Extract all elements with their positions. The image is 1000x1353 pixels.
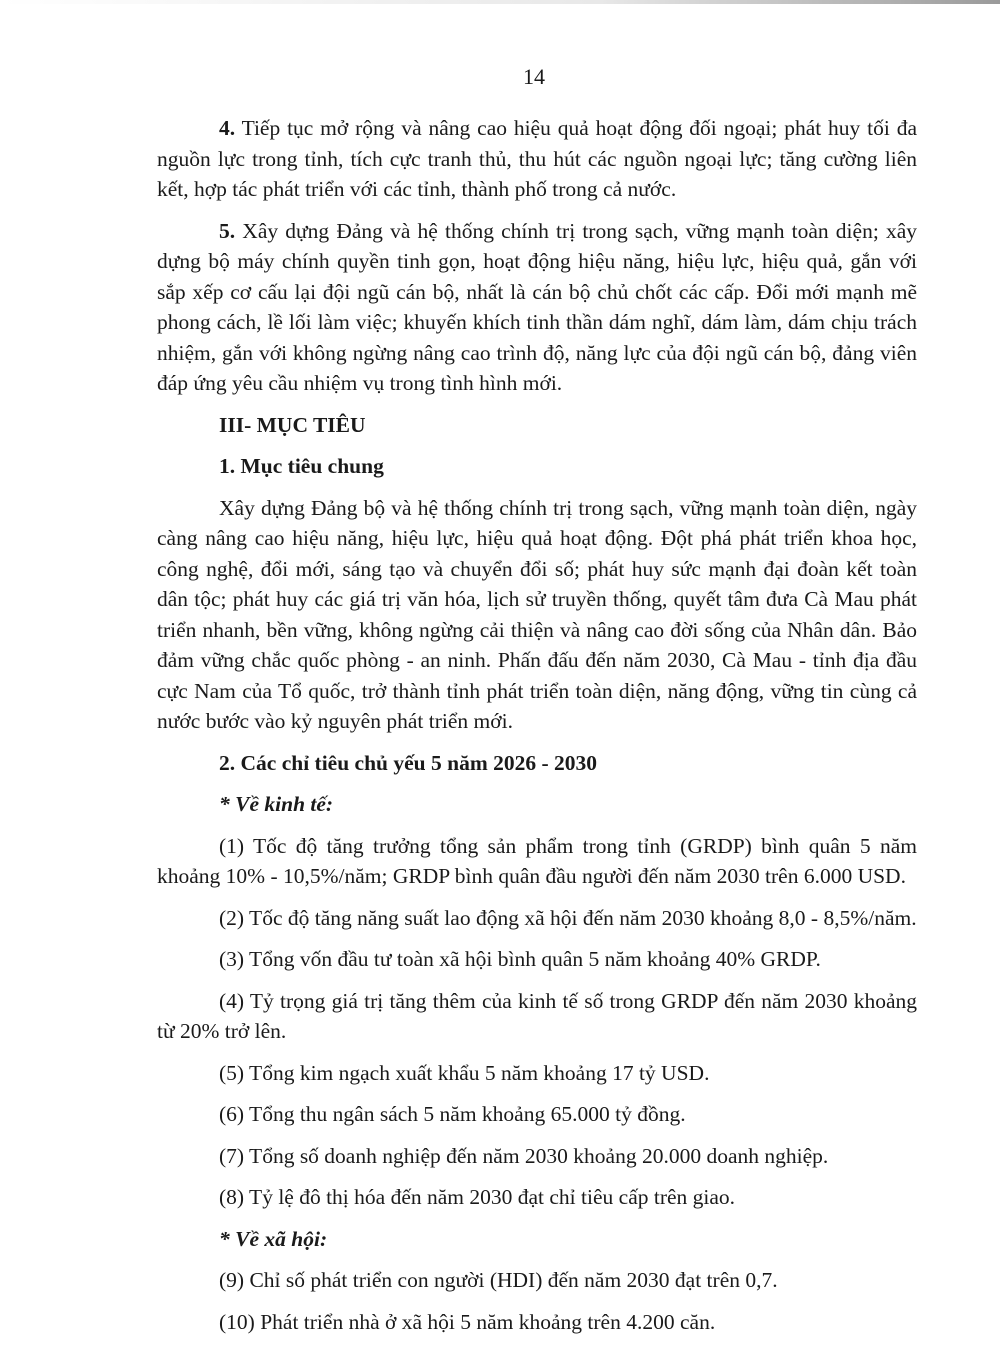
- document-body: [157, 113, 917, 1348]
- economy-target-5: (5) Tổng kim ngạch xuất khẩu 5 năm khoảng 17 tỷ USD.: [219, 1060, 710, 1085]
- item-4-label: 4.: [219, 116, 236, 140]
- item-5-label: 5.: [219, 218, 236, 243]
- economy-target-1: (1) Tốc độ tăng trưởng tổng sản phẩm trong tỉnh (GRDP) bình quân 5 năm khoảng 10% - 10,5%/năm; GRDP bình quân đầu người đến năm 2030 trên 6.000 USD.: [157, 833, 917, 888]
- economy-target-6: (6) Tổng thu ngân sách 5 năm khoảng 65.000 tỷ đồng.: [219, 1102, 686, 1126]
- item-5-text: Xây dựng Đảng và hệ thống chính trị trong sạch, vững mạnh toàn diện; xây dựng bộ máy chính quyền tinh gọn, hoạt động hiệu năng, hiệu lực, hiệu quả, gắn với sắp xếp cơ cấu lại đội ngũ cán bộ, nhất là cán bộ chủ chốt các cấp. Đổi mới mạnh mẽ phong cách, lề lối làm việc; khuyến khích tinh thần dám nghĩ, dám làm, dám chịu trách nhiệm, gắn với không ngừng nâng cao trình độ, năng lực của đội ngũ cán bộ, đảng viên đáp ứng yêu cầu nhiệm vụ trong tình hình mới.: [157, 218, 917, 395]
- economy-target-7: (7) Tổng số doanh nghiệp đến năm 2030 khoảng 20.000 doanh nghiệp.: [219, 1143, 829, 1168]
- society-heading: * Về xã hội:: [219, 1226, 328, 1251]
- item-4-text: Tiếp tục mở rộng và nâng cao hiệu quả hoạt động đối ngoại; phát huy tối đa nguồn lực trong tỉnh, tích cực tranh thủ, thu hút các nguồn ngoại lực; tăng cường liên kết, hợp tác phát triển với các tỉnh, thành phố trong cả nước.: [157, 116, 917, 201]
- page-number: 14: [523, 64, 545, 89]
- general-goal-heading: 1. Mục tiêu chung: [219, 454, 384, 478]
- economy-target-4: (4) Tỷ trọng giá trị tăng thêm của kinh tế số trong GRDP đến năm 2030 khoảng từ 20% trở lên.: [157, 988, 917, 1043]
- society-target-10: (10) Phát triển nhà ở xã hội 5 năm khoảng trên 4.200 căn.: [219, 1309, 716, 1334]
- economy-target-8: (8) Tỷ lệ đô thị hóa đến năm 2030 đạt chỉ tiêu cấp trên giao.: [219, 1185, 736, 1209]
- scan-edge: [0, 0, 1000, 4]
- economy-heading: * Về kinh tế:: [219, 792, 334, 816]
- general-goal-paragraph: Xây dựng Đảng bộ và hệ thống chính trị trong sạch, vững mạnh toàn diện, ngày càng nâng cao hiệu năng, hiệu lực, hiệu quả hoạt động. Đột phá phát triển khoa học, công nghệ, đổi mới, sáng tạo và chuyển đổi số; phát huy sức mạnh đại đoàn kết toàn dân tộc; phát huy các giá trị văn hóa, lịch sử truyền thống, quyết tâm đưa Cà Mau phát triển nhanh, bền vững, không ngừng cải thiện và nâng cao đời sống của Nhân dân. Bảo đảm vững chắc quốc phòng - an ninh. Phấn đấu đến năm 2030, Cà Mau - tỉnh địa đầu cực Nam của Tổ quốc, trở thành tỉnh phát triển toàn diện, năng động, vững tin cùng cả nước bước vào kỷ nguyên phát triển mới.: [157, 495, 917, 733]
- economy-target-2: (2) Tốc độ tăng năng suất lao động xã hội đến năm 2030 khoảng 8,0 - 8,5%/năm.: [219, 905, 917, 930]
- paragraph-item-4: [157, 113, 917, 205]
- section-3-heading: III- MỤC TIÊU: [219, 412, 366, 437]
- economy-target-3: (3) Tổng vốn đầu tư toàn xã hội bình quân 5 năm khoảng 40% GRDP.: [219, 947, 821, 971]
- society-target-9: (9) Chỉ số phát triển con người (HDI) đến năm 2030 đạt trên 0,7.: [219, 1268, 778, 1292]
- paragraph-item-5: [157, 216, 917, 399]
- targets-heading: 2. Các chỉ tiêu chủ yếu 5 năm 2026 - 2030: [219, 750, 598, 775]
